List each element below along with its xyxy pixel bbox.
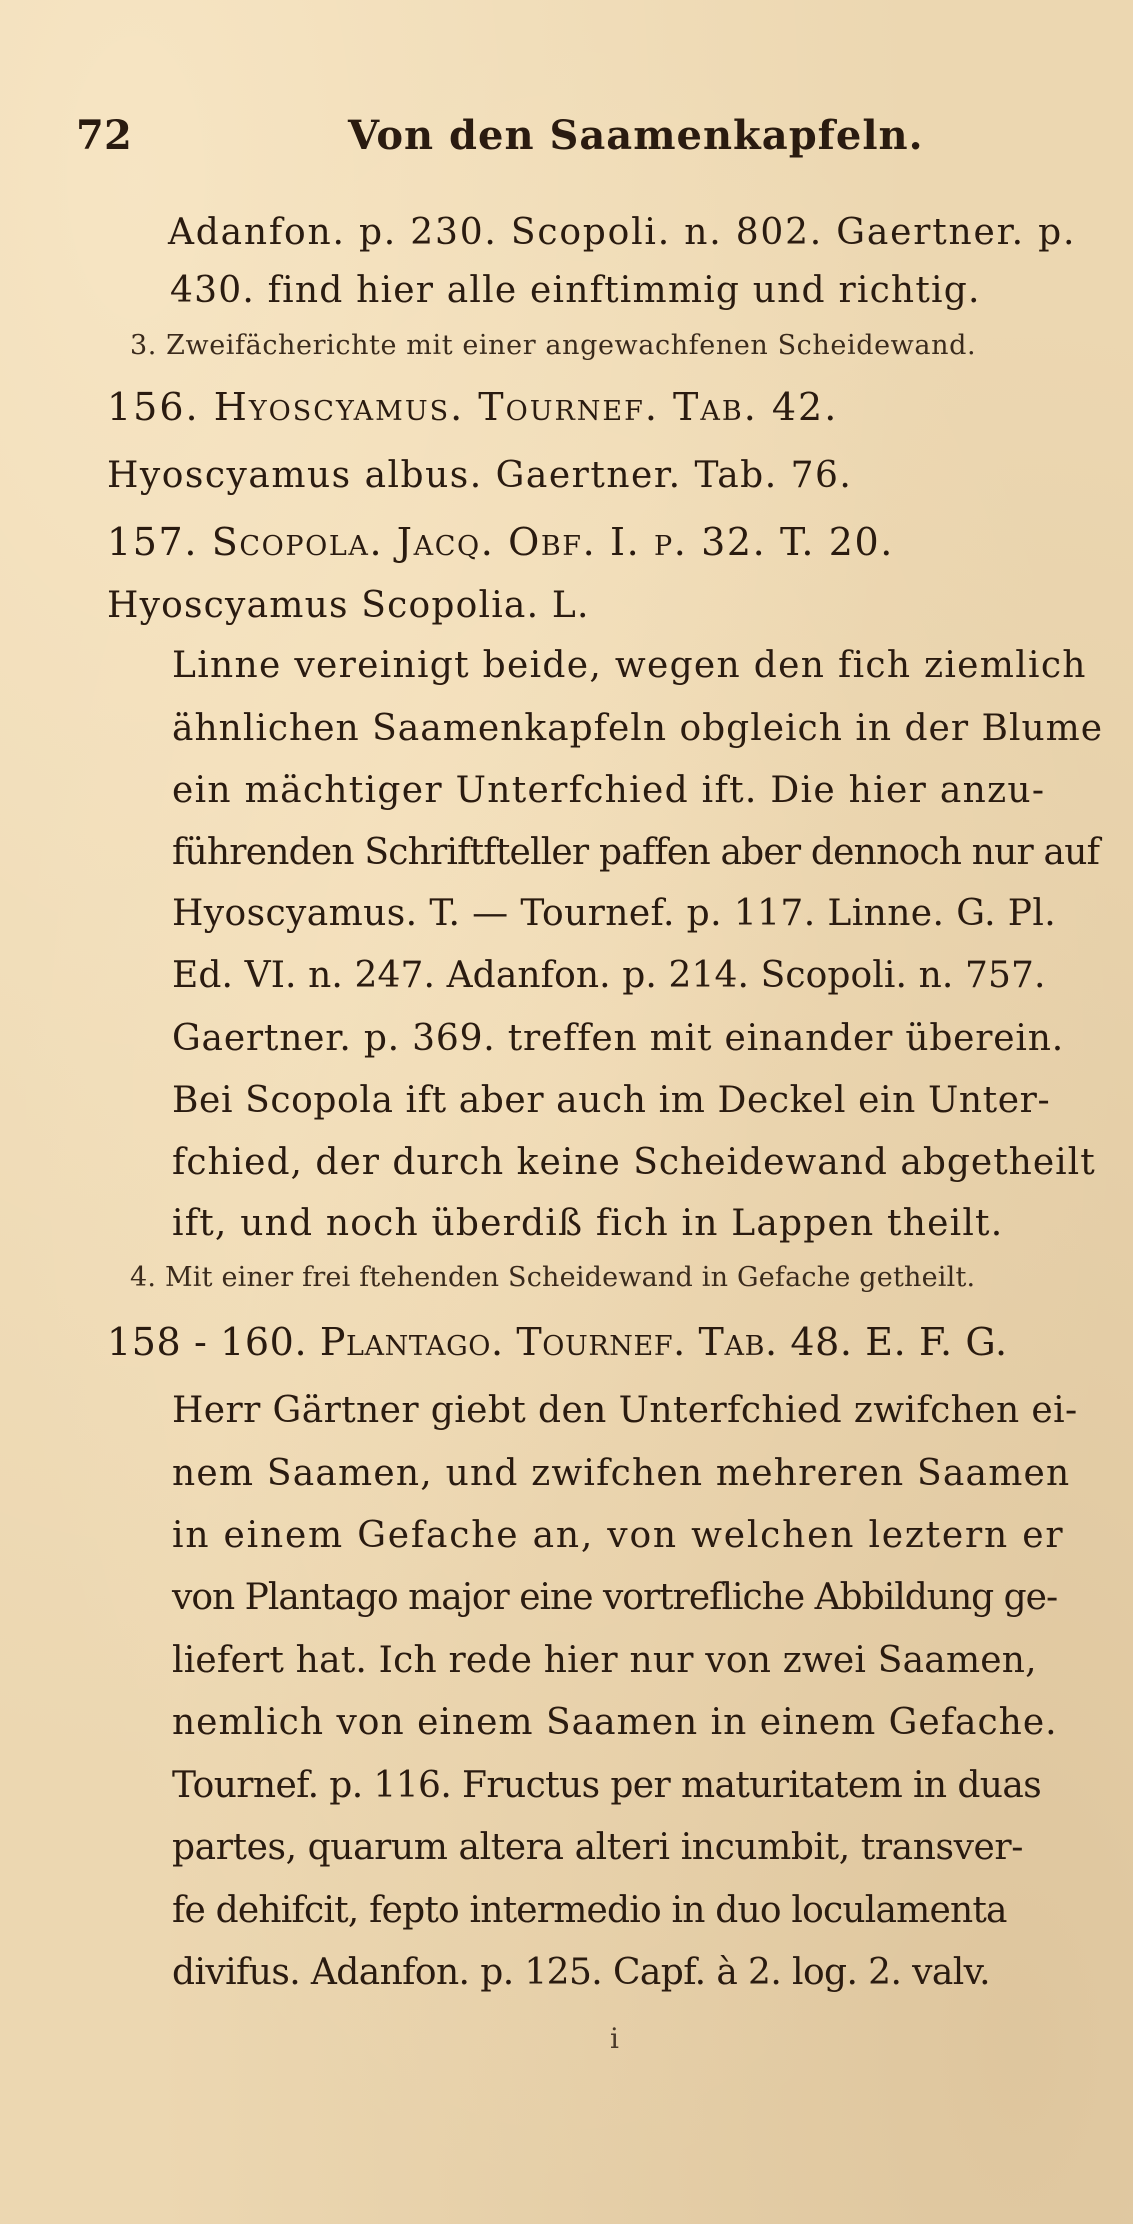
text-line: 4. Mit einer frei ftehenden Scheidewand in Gefache getheilt. [130,1262,976,1293]
text-line: ein mächtiger Unterfchied ift. Die hier anzu- [172,770,1046,811]
text-line: liefert hat. Ich rede hier nur von zwei Saamen, [172,1640,1037,1681]
section-heading: 157. Scopola. Jacq. Obf. I. p. 32. T. 20. [107,520,894,564]
text-line: führenden Schriftfteller paffen aber dennoch nur auf [172,832,1100,873]
text-line: Hyoscyamus. T. — Tournef. p. 117. Linne. G. Pl. [172,893,1057,934]
text-line: in einem Gefache an, von welchen leztern er [172,1515,1065,1556]
text-line: Hyoscyamus albus. Gaertner. Tab. 76. [107,455,853,496]
text-line: 430. find hier alle einftimmig und richtig. [170,270,981,311]
text-line: fe dehifcit, fepto intermedio in duo loculamenta [172,1890,1007,1931]
text-line: Tournef. p. 116. Fructus per maturitatem in duas [172,1765,1042,1806]
text-line: ähnlichen Saamenkapfeln obgleich in der Blume [172,708,1104,749]
text-line: partes, quarum altera alteri incumbit, transver- [172,1827,1024,1868]
text-line: 3. Zweifächerichte mit einer angewachfenen Scheidewand. [130,330,977,361]
section-heading: 156. Hyoscyamus. Tournef. Tab. 42. [107,385,839,429]
text-line: Gaertner. p. 369. treffen mit einander überein. [172,1018,1064,1059]
running-title: Von den Saamenkapfeln. [348,112,924,159]
text-line: Ed. VI. n. 247. Adanfon. p. 214. Scopoli. n. 757. [172,955,1046,996]
text-line: nemlich von einem Saamen in einem Gefache. [172,1702,1058,1743]
section-heading: 158 - 160. Plantago. Tournef. Tab. 48. E. F. G. [107,1320,1008,1364]
text-line: fchied, der durch keine Scheidewand abgetheilt [172,1142,1096,1183]
text-line: Herr Gärtner giebt den Unterfchied zwifchen ei- [172,1390,1078,1431]
text-line: ift, und noch überdiß fich in Lappen theilt. [172,1203,1004,1244]
page-number: 72 [76,112,133,159]
text-line: Bei Scopola ift aber auch im Deckel ein Unter- [172,1080,1051,1121]
text-line: Linne vereinigt beide, wegen den fich ziemlich [172,645,1087,686]
text-line: Hyoscyamus Scopolia. L. [107,585,590,626]
signature-mark: i [610,2022,620,2055]
text-line: divifus. Adanfon. p. 125. Capf. à 2. log. 2. valv. [172,1952,990,1993]
text-line: von Plantago major eine vortrefliche Abbildung ge- [172,1577,1058,1618]
text-line: Adanfon. p. 230. Scopoli. n. 802. Gaertner. p. [168,212,1077,253]
text-line: nem Saamen, und zwifchen mehreren Saamen [172,1453,1071,1494]
